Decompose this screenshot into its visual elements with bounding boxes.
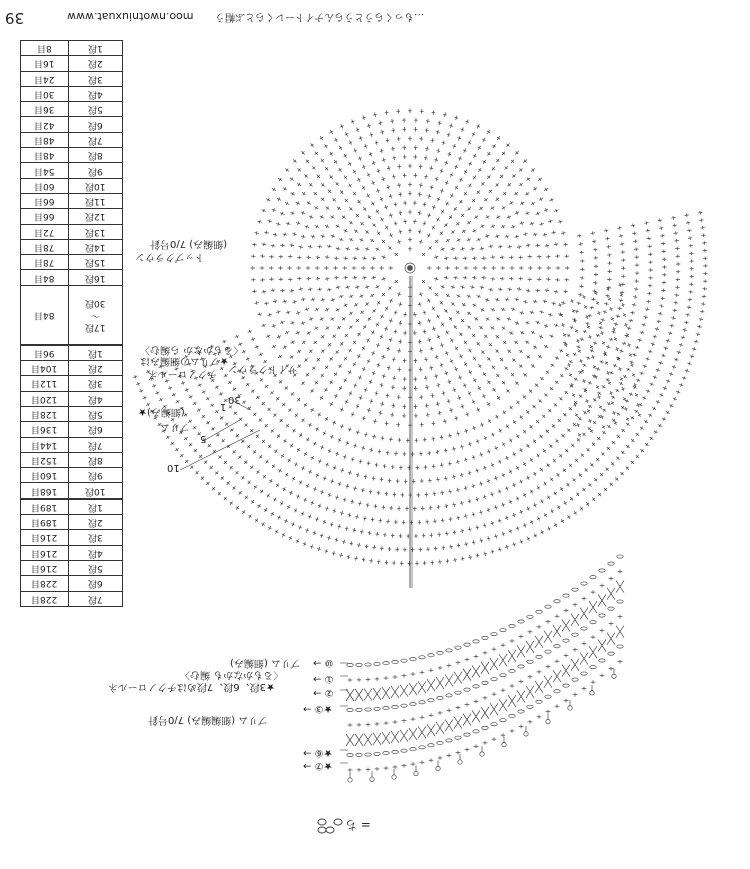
edge-brim-label: ブリム (細編み)	[230, 657, 301, 668]
count-cell: 48目	[21, 148, 69, 163]
count-cell: 66目	[21, 193, 69, 208]
brim-note-1: ★ブリムの細編みは	[140, 355, 229, 366]
round-cell: 1段	[68, 41, 122, 56]
edge-round-10: ⑩ →	[313, 657, 334, 668]
round-cell: 2段	[68, 361, 122, 376]
edge-round-6: ★⑥ →	[303, 747, 333, 758]
round-cell: 8段	[68, 148, 122, 163]
round-cell: 3段	[68, 530, 122, 545]
legend-equals: = ち	[345, 818, 371, 832]
round-cell: 6段	[68, 117, 122, 132]
count-cell: 136目	[21, 422, 69, 437]
label-top-needle: (細編み) 7/0号針	[150, 238, 228, 249]
label-top-crown: トップクラウン	[135, 251, 205, 262]
count-cell: 96目	[21, 345, 69, 361]
header-note: …もっくらうとうらんナイトーレくらとぶ帽う	[215, 11, 425, 22]
round-cell: 2段	[68, 515, 122, 530]
edge-brim-needle: ブリム (細編編み) 7/0号針	[148, 714, 268, 725]
count-cell: 16目	[21, 56, 69, 71]
count-cell: 60目	[21, 178, 69, 193]
round-cell: 3段	[68, 71, 122, 86]
round-cell: 9段	[68, 163, 122, 178]
round-cell: 2段	[68, 56, 122, 71]
round-cell: 3段	[68, 376, 122, 391]
count-cell: 42目	[21, 117, 69, 132]
round-cell: 9段	[68, 468, 122, 483]
edge-round-2: ② →	[313, 687, 334, 698]
count-cell: 144目	[21, 437, 69, 452]
label-brim-sc: (細編み)★	[138, 406, 185, 417]
count-cell: 120目	[21, 391, 69, 406]
edge-round-7: ★⑦ →	[303, 760, 333, 771]
count-cell: 216目	[21, 530, 69, 545]
round-cell: 15段	[68, 255, 122, 270]
round-marker-5: 5	[200, 433, 207, 444]
round-cell: 7段	[68, 591, 122, 606]
count-cell: 84目	[21, 270, 69, 285]
brim-note-2: チクノロールネ	[148, 368, 217, 379]
round-cell: 13段	[68, 224, 122, 239]
count-cell: 168目	[21, 483, 69, 499]
round-cell: 7段	[68, 132, 122, 147]
count-cell: 189目	[21, 515, 69, 530]
header-url: moo.nwotniuxuat.www	[67, 10, 194, 23]
round-cell: 5段	[68, 406, 122, 421]
range-to: 30段	[85, 298, 106, 309]
round-cell: 5段	[68, 560, 122, 575]
round-cell: 10段	[68, 483, 122, 499]
count-cell: 189目	[21, 499, 69, 515]
range-from: 17段	[85, 322, 106, 333]
edge-round-3: ★③ →	[303, 703, 333, 714]
round-cell: 14段	[68, 239, 122, 254]
edge-round-1: ① →	[313, 673, 334, 684]
count-cell: 78目	[21, 255, 69, 270]
count-cell: 24目	[21, 71, 69, 86]
round-cell: 16段	[68, 270, 122, 285]
count-cell: 216目	[21, 560, 69, 575]
count-cell: 104目	[21, 361, 69, 376]
count-cell: 228目	[21, 591, 69, 606]
count-cell: 112目	[21, 376, 69, 391]
count-cell: 78目	[21, 239, 69, 254]
round-cell: 12段	[68, 209, 122, 224]
page-number: 39	[5, 9, 25, 27]
label-brim: ブリム	[160, 421, 190, 432]
count-cell: 8目	[21, 41, 69, 56]
round-cell: 8段	[68, 452, 122, 467]
round-cell: 1段	[68, 499, 122, 515]
edge-note: 〈るもかなかも 編む〉	[180, 669, 284, 680]
round-cell: 10段	[68, 178, 122, 193]
count-cell: 128目	[21, 406, 69, 421]
round-cell: 6段	[68, 576, 122, 591]
round-cell: 1段	[68, 345, 122, 361]
round-cell: 4段	[68, 391, 122, 406]
round-cell: 6段	[68, 422, 122, 437]
round-marker-30: 30	[228, 394, 241, 405]
round-cell: 11段	[68, 193, 122, 208]
round-cell: 5段	[68, 102, 122, 117]
range-sep: 〜	[90, 310, 100, 321]
count-cell: 228目	[21, 576, 69, 591]
round-marker-1: 1	[220, 401, 227, 412]
label-side-crown: サイドクラウン	[228, 363, 298, 374]
round-cell: 4段	[68, 86, 122, 101]
edge-star-note: ★3段、6段、7段めはチクノロールネ	[108, 681, 275, 692]
brim-note-3: 〈るもかなか ら編む〉	[140, 344, 244, 355]
count-cell: 72目	[21, 224, 69, 239]
count-cell: 216目	[21, 545, 69, 560]
count-cell: 160目	[21, 468, 69, 483]
round-cell: 7段	[68, 437, 122, 452]
round-marker-10: 10	[167, 462, 180, 473]
count-cell: 36目	[21, 102, 69, 117]
count-cell: 152目	[21, 452, 69, 467]
count-cell: 48目	[21, 132, 69, 147]
count-cell: 30目	[21, 86, 69, 101]
count-cell: 66目	[21, 209, 69, 224]
count-cell: 54目	[21, 163, 69, 178]
round-cell: 4段	[68, 545, 122, 560]
count-cell: 84目	[21, 285, 69, 345]
